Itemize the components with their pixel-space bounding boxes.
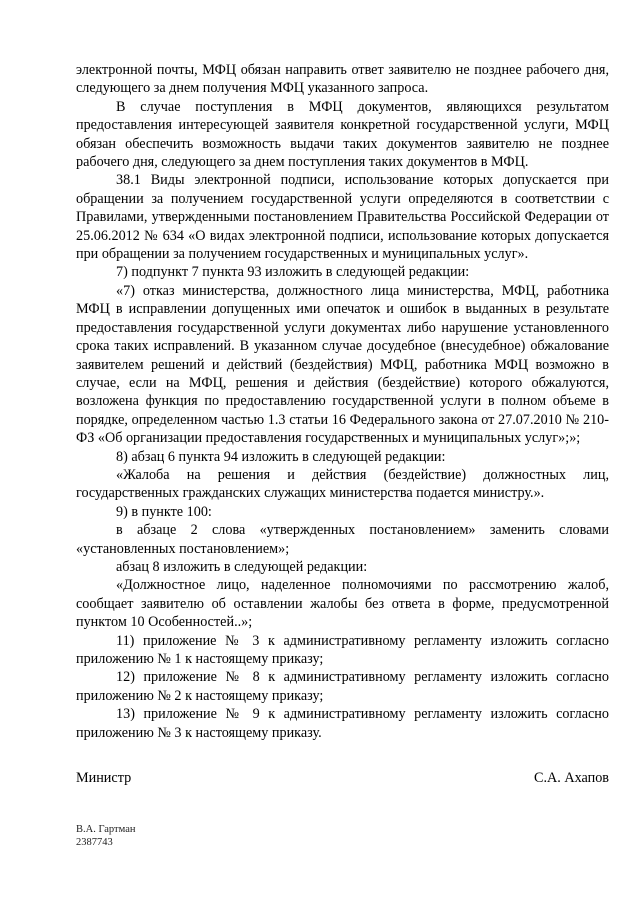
paragraph-14: 13) приложение № 9 к административному регламенту изложить согласно приложению № 3 к настоящему приказу. xyxy=(76,706,609,741)
executor-name: В.А. Гартман xyxy=(76,824,136,835)
paragraph-2: В случае поступления в МФЦ документов, являющихся результатом предоставления интересующей заявителя конкретной государственной услуги, МФЦ обязан обеспечить возможность выдачи таких документов заявителю не позднее рабочего дня, следующего за днем поступления таких документов в МФЦ. xyxy=(76,98,609,171)
paragraph-13: 12) приложение № 8 к административному регламенту изложить согласно приложению № 2 к настоящему приказу; xyxy=(76,669,609,704)
signature-block xyxy=(76,769,609,787)
document-body xyxy=(76,61,609,742)
paragraph-11: «Должностное лицо, наделенное полномочиями по рассмотрению жалоб, сообщает заявителю об оставлении жалобы без ответа в форме, предусмотренной пунктом 10 Особенностей..»; xyxy=(76,577,609,631)
paragraph-3: 38.1 Виды электронной подписи, использование которых допускается при обращении за получением государственной услуги определяются в соответствии с Правилами, утвержденными постановлением Правительства Российской Федерации от 25.06.2012 № 634 «О видах электронной подписи, использование которых допускается при обращении за получением государственных и муниципальных услуг». xyxy=(76,172,609,263)
paragraph-10: абзац 8 изложить в следующей редакции: xyxy=(116,558,368,575)
executor-footer xyxy=(76,823,135,849)
paragraph-12: 11) приложение № 3 к административному регламенту изложить согласно приложению № 1 к настоящему приказу; xyxy=(76,632,609,667)
paragraph-4: 7) подпункт 7 пункта 93 изложить в следующей редакции: xyxy=(116,264,470,281)
paragraph-9: в абзаце 2 слова «утвержденных постановлением» заменить словами «установленных постановлением»; xyxy=(76,522,609,557)
paragraph-1: электронной почты, МФЦ обязан направить ответ заявителю не позднее рабочего дня, следующего за днем получения МФЦ указанного запроса. xyxy=(76,62,609,97)
paragraph-7: «Жалоба на решения и действия (бездействие) должностных лиц, государственных гражданских служащих министерства подается министру.». xyxy=(76,466,609,502)
paragraph-8: 9) в пункте 100: xyxy=(116,503,212,520)
executor-phone: 2387743 xyxy=(76,837,113,848)
paragraph-6: 8) абзац 6 пункта 94 изложить в следующей редакции: xyxy=(116,448,446,465)
signer-position: Министр xyxy=(76,770,132,786)
signer-name: С.А. Ахапов xyxy=(534,770,609,786)
paragraph-5: «7) отказ министерства, должностного лица министерства, МФЦ, работника МФЦ в исправлении допущенных ими опечаток и ошибок в выданных в результате предоставления государственной услуги документах либо нарушение установленного срока таких исправлений. В указанном случае досудебное (внесудебное) обжалование заявителем решений и действий (бездействия) МФЦ, работника МФЦ возможно в случае, если на МФЦ, решения и действия (бездействие) которого обжалуются, возложена функция по предоставлению государственной услуги в полном объеме в порядке, определенном частью 1.3 статьи 16 Федерального закона от 27.07.2010 № 210-ФЗ «Об организации предоставления государственных и муниципальных услуг»;»; xyxy=(76,282,609,447)
